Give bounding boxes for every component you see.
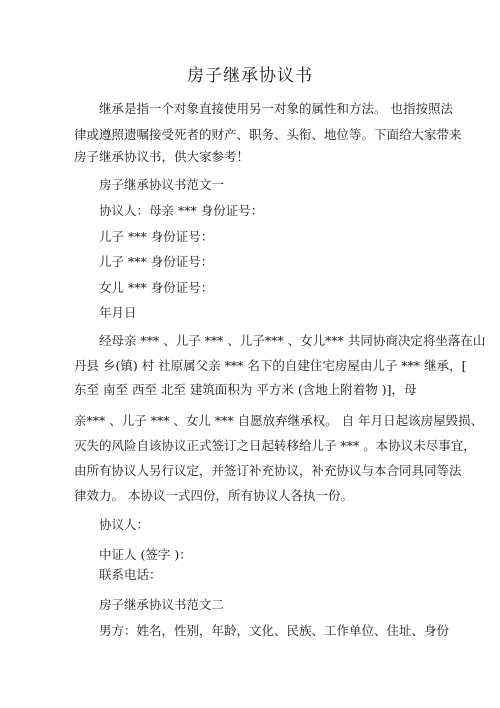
intro-line-1: 继承是指一个对象直接使用另一对象的属性和方法。 也指按照法: [99, 101, 453, 116]
para2-line-2: 灭失的风险自该协议正式签订之日起转移给儿子 *** 。本协议未尽事宜，: [74, 438, 476, 453]
party-line-mother: 协议人：母亲 *** 身份证号：: [99, 203, 264, 218]
phone-label: 联系电话：: [99, 567, 162, 582]
para1-line-1: 经母亲 *** 、儿子 *** 、儿子*** 、女儿*** 共同协商决定将坐落在山: [99, 333, 486, 348]
para2-line-4: 律效力。 本协议一式四份，所有协议人各执一份。: [74, 488, 353, 503]
party-line-son-2: 儿子 *** 身份证号：: [99, 254, 214, 269]
sample2-first-line: 男方：姓名，性别，年龄，文化、民族、工作单位、住址、身份: [99, 623, 450, 638]
document-title: 房子继承协议书: [187, 66, 313, 86]
date-line: 年月日: [99, 305, 137, 320]
witness-label: 中证人 (签字 )：: [99, 547, 192, 562]
party-line-son-1: 儿子 *** 身份证号：: [99, 229, 214, 244]
signatory-label: 协议人：: [99, 517, 150, 532]
sample1-heading: 房子继承协议书范文一: [99, 177, 225, 192]
intro-line-3: 房子继承协议书，供大家参考！: [74, 149, 250, 164]
sample2-heading: 房子继承协议书范文二: [99, 597, 225, 612]
party-line-daughter: 女儿 *** 身份证号：: [99, 280, 214, 295]
intro-line-2: 律或遵照遗嘱接受死者的财产、职务、头衔、地位等。下面给大家带来: [74, 127, 462, 142]
para1-line-2: 丹县 乡(镇) 村 社原属父亲 *** 名下的自建住宅房屋由儿子 *** 继承，[: [74, 358, 467, 373]
para2-line-1: 亲*** 、儿子 *** 、女儿 *** 自愿放弃继承权。 自 年月日起该房屋毁损、: [74, 413, 484, 428]
para1-line-3: 东至 南至 西至 北至 建筑面积为 平方米 (含地上附着物 )]，母: [74, 382, 417, 397]
para2-line-3: 由所有协议人另行议定，并签订补充协议，补充协议与本合同具同等法: [74, 463, 462, 478]
